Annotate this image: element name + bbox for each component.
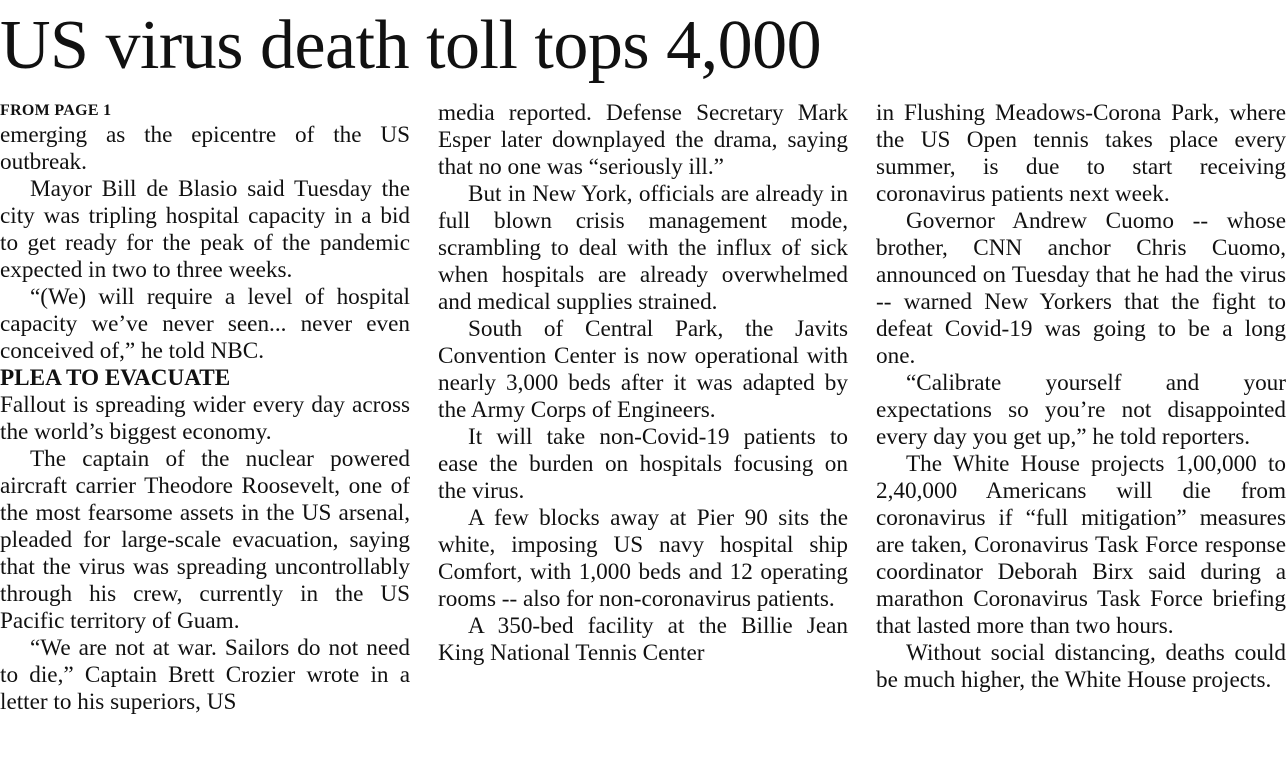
paragraph: A few blocks away at Pier 90 sits the white, imposing US navy hospital ship Comfort, with 1,000 beds and 12 operating rooms -- also for non-coronavirus patients. — [438, 505, 848, 612]
paragraph: It will take non-Covid-19 patients to ease the burden on hospitals focusing on the virus. — [438, 424, 848, 504]
paragraph: The captain of the nuclear powered aircraft carrier Theodore Roosevelt, one of the most fearsome assets in the US arsenal, pleaded for large-scale evacuation, saying that the virus was spreading uncontrollably through his crew, currently in the US Pacific territory of Guam. — [0, 446, 410, 634]
headline: US virus death toll tops 4,000 — [0, 7, 822, 84]
from-page-kicker: FROM PAGE 1 — [0, 102, 112, 119]
paragraph: The White House projects 1,00,000 to 2,40,000 Americans will die from coronavirus if “full mitigation” measures are taken, Coronavirus Task Force response coordinator Deborah Birx said during a marathon Coronavirus Task Force briefing that lasted more than two hours. — [876, 451, 1286, 639]
paragraph: Fallout is spreading wider every day across the world’s biggest economy. — [0, 392, 410, 445]
paragraph: Mayor Bill de Blasio said Tuesday the city was tripling hospital capacity in a bid to get ready for the peak of the pandemic expected in two to three weeks. — [0, 176, 410, 283]
article-column-2 — [438, 100, 848, 667]
paragraph: Without social distancing, deaths could be much higher, the White House projects. — [876, 640, 1286, 693]
paragraph: “(We) will require a level of hospital capacity we’ve never seen... never even conceived of,” he told NBC. — [0, 284, 410, 364]
paragraph: emerging as the epicentre of the US outbreak. — [0, 122, 410, 175]
paragraph: media reported. Defense Secretary Mark Esper later downplayed the drama, saying that no one was “seriously ill.” — [438, 100, 848, 180]
subheading: PLEA TO EVACUATE — [0, 365, 231, 391]
paragraph: “Calibrate yourself and your expectations so you’re not disappointed every day you get up,” he told reporters. — [876, 370, 1286, 450]
paragraph: But in New York, officials are already in full blown crisis management mode, scrambling to deal with the influx of sick when hospitals are already overwhelmed and medical supplies strained. — [438, 181, 848, 315]
paragraph: A 350-bed facility at the Billie Jean King National Tennis Center — [438, 613, 848, 666]
paragraph: “We are not at war. Sailors do not need to die,” Captain Brett Crozier wrote in a letter to his superiors, US — [0, 635, 410, 715]
article-column-1 — [0, 100, 410, 716]
paragraph: Governor Andrew Cuomo -- whose brother, CNN anchor Chris Cuomo, announced on Tuesday that he had the virus -- warned New Yorkers that the fight to defeat Covid-19 was going to be a long one. — [876, 208, 1286, 369]
article-column-3 — [876, 100, 1286, 694]
paragraph: South of Central Park, the Javits Convention Center is now operational with nearly 3,000 beds after it was adapted by the Army Corps of Engineers. — [438, 316, 848, 423]
paragraph: in Flushing Meadows-Corona Park, where the US Open tennis takes place every summer, is due to start receiving coronavirus patients next week. — [876, 100, 1286, 207]
